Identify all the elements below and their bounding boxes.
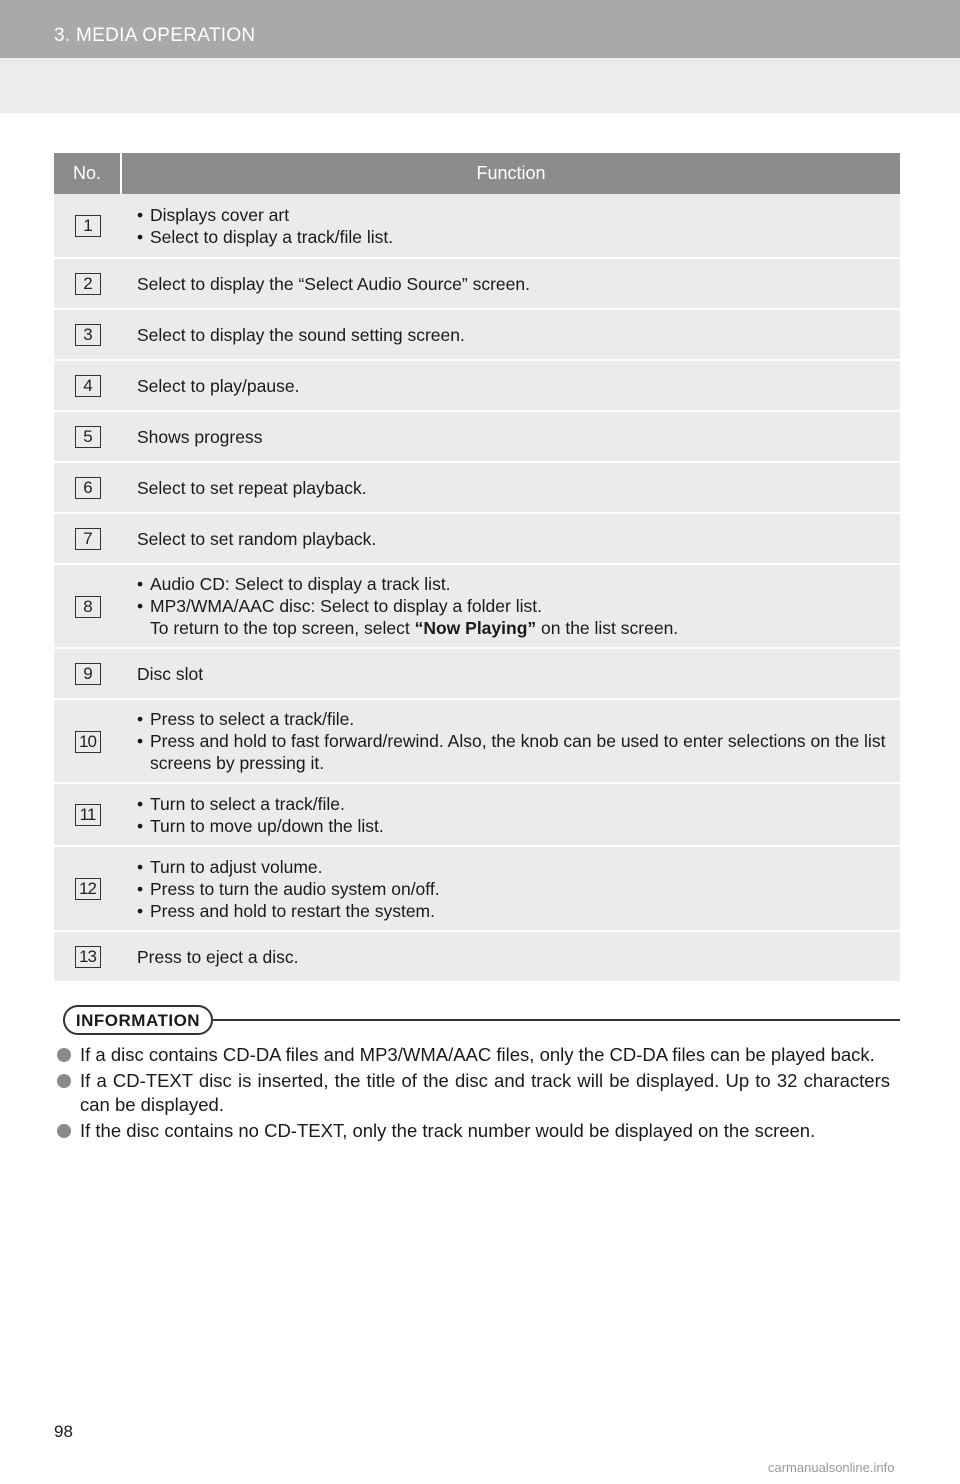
- function-text: Disc slot: [137, 663, 204, 684]
- table-body: [54, 194, 900, 982]
- number-box: 8: [75, 596, 101, 618]
- number-box: 10: [75, 731, 101, 753]
- continuation-text-after: on the list screen.: [536, 618, 679, 638]
- function-table: [54, 153, 900, 983]
- function-cell: [121, 564, 900, 648]
- function-cell: [121, 360, 900, 411]
- function-text: Select to display the sound setting screen.: [137, 324, 465, 345]
- bullet-line: • Turn to select a track/file.: [137, 793, 886, 815]
- information-rule: [213, 1019, 900, 1021]
- bullet-line: • Press to turn the audio system on/off.: [137, 878, 886, 900]
- page-number: 98: [54, 1422, 73, 1441]
- function-text: Select to display the “Select Audio Source” screen.: [137, 273, 530, 294]
- bullet-dot-icon: [57, 1048, 71, 1062]
- information-item: [54, 1119, 890, 1143]
- bullet-dot-icon: [57, 1124, 71, 1138]
- table-row: [54, 699, 900, 783]
- function-cell: [121, 194, 900, 258]
- number-box: 9: [75, 663, 101, 685]
- row-number-cell: [54, 309, 121, 360]
- function-text: Press to eject a disc.: [137, 946, 299, 967]
- information-item: [54, 1043, 890, 1067]
- row-number-cell: [54, 564, 121, 648]
- information-list: [54, 1043, 890, 1145]
- row-number-cell: [54, 783, 121, 846]
- table-row: [54, 648, 900, 699]
- table-row: [54, 564, 900, 648]
- number-box: 12: [75, 878, 101, 900]
- function-cell: [121, 462, 900, 513]
- section-title: 3. MEDIA OPERATION: [54, 25, 256, 46]
- row-number-cell: [54, 194, 121, 258]
- function-text: Select to set repeat playback.: [137, 477, 367, 498]
- row-number-cell: [54, 258, 121, 309]
- function-text: Select to play/pause.: [137, 375, 300, 396]
- now-playing-label: “Now Playing”: [414, 618, 537, 638]
- table-row: [54, 258, 900, 309]
- bullet-dot-icon: [57, 1074, 71, 1088]
- row-number-cell: [54, 513, 121, 564]
- number-box: 3: [75, 324, 101, 346]
- function-cell: [121, 411, 900, 462]
- number-box: 1: [75, 215, 101, 237]
- information-text: If the disc contains no CD-TEXT, only the track number would be displayed on the screen.: [80, 1120, 816, 1141]
- row-number-cell: [54, 648, 121, 699]
- table-row: [54, 931, 900, 982]
- bullet-line: • Audio CD: Select to display a track list.: [137, 573, 886, 595]
- row-number-cell: [54, 360, 121, 411]
- bullet-line: • Turn to adjust volume.: [137, 856, 886, 878]
- table-row: [54, 783, 900, 846]
- column-header-no: No.: [54, 153, 121, 194]
- bullet-line: • Press and hold to restart the system.: [137, 900, 886, 922]
- function-cell: [121, 258, 900, 309]
- bullet-line: • Turn to move up/down the list.: [137, 815, 886, 837]
- continuation-line: [137, 617, 886, 639]
- row-number-cell: [54, 699, 121, 783]
- number-box: 13: [75, 946, 101, 968]
- information-item: [54, 1069, 890, 1117]
- information-text: If a disc contains CD-DA files and MP3/WMA/AAC files, only the CD-DA files can be played back.: [80, 1044, 875, 1065]
- function-text: Shows progress: [137, 426, 263, 447]
- table-row: [54, 513, 900, 564]
- number-box: 6: [75, 477, 101, 499]
- function-text: Select to set random playback.: [137, 528, 377, 549]
- row-number-cell: [54, 411, 121, 462]
- row-number-cell: [54, 931, 121, 982]
- header-band: [0, 58, 960, 113]
- watermark: carmanualsonline.info: [768, 1460, 895, 1475]
- table-row: [54, 360, 900, 411]
- function-cell: [121, 309, 900, 360]
- table-header-row: [54, 153, 900, 194]
- header-bar: [0, 0, 960, 58]
- column-header-function: Function: [121, 153, 900, 194]
- function-cell: [121, 846, 900, 931]
- table-row: [54, 309, 900, 360]
- table-row: [54, 411, 900, 462]
- function-cell: [121, 699, 900, 783]
- function-cell: [121, 931, 900, 982]
- function-cell: [121, 648, 900, 699]
- number-box: 2: [75, 273, 101, 295]
- number-box: 5: [75, 426, 101, 448]
- row-number-cell: [54, 462, 121, 513]
- bullet-line: • Press to select a track/file.: [137, 708, 886, 730]
- number-box: 11: [75, 804, 101, 826]
- number-box: 4: [75, 375, 101, 397]
- bullet-line: • Displays cover art: [137, 204, 886, 226]
- bullet-line: • MP3/WMA/AAC disc: Select to display a folder list.: [137, 595, 886, 617]
- table-row: [54, 194, 900, 258]
- continuation-text: To return to the top screen, select: [150, 618, 415, 638]
- table-row: [54, 462, 900, 513]
- information-text: If a CD-TEXT disc is inserted, the title of the disc and track will be displayed. Up to 32 characters can be displayed.: [80, 1070, 890, 1115]
- number-box: 7: [75, 528, 101, 550]
- function-cell: [121, 783, 900, 846]
- table-row: [54, 846, 900, 931]
- bullet-line: • Select to display a track/file list.: [137, 226, 886, 248]
- row-number-cell: [54, 846, 121, 931]
- information-badge: INFORMATION: [63, 1005, 213, 1035]
- bullet-line: • Press and hold to fast forward/rewind. Also, the knob can be used to enter selections on the list screens by pressing it.: [137, 730, 886, 774]
- function-cell: [121, 513, 900, 564]
